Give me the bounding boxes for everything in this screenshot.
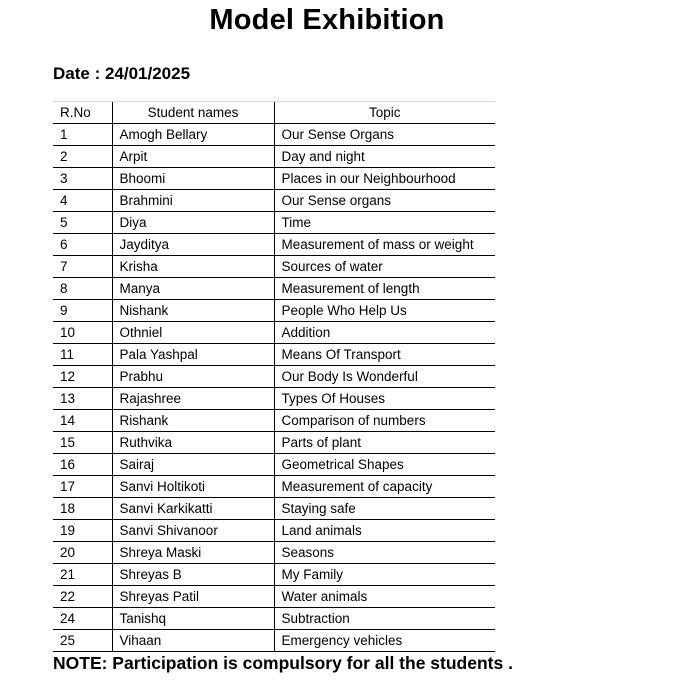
table-header-row — [53, 102, 495, 124]
table-row — [53, 498, 495, 520]
table-row — [53, 366, 495, 388]
student-name-cell: Sanvi Holtikoti — [112, 476, 274, 498]
topic-cell: Day and night — [274, 146, 495, 168]
topic-cell: People Who Help Us — [274, 300, 495, 322]
roll-number-cell: 3 — [53, 168, 112, 190]
table-row — [53, 410, 495, 432]
roll-number-cell: 17 — [53, 476, 112, 498]
table-row — [53, 146, 495, 168]
student-name-cell: Sanvi Karkikatti — [112, 498, 274, 520]
student-name-cell: Rajashree — [112, 388, 274, 410]
topic-cell: Types Of Houses — [274, 388, 495, 410]
student-name-cell: Brahmini — [112, 190, 274, 212]
topic-cell: Places in our Neighbourhood — [274, 168, 495, 190]
student-name-cell: Amogh Bellary — [112, 124, 274, 146]
topic-cell: Our Sense Organs — [274, 124, 495, 146]
table-row — [53, 234, 495, 256]
student-name-cell: Arpit — [112, 146, 274, 168]
roll-number-cell: 12 — [53, 366, 112, 388]
student-name-cell: Sanvi Shivanoor — [112, 520, 274, 542]
topic-cell: Our Sense organs — [274, 190, 495, 212]
roll-number-cell: 10 — [53, 322, 112, 344]
header-topic: Topic — [274, 102, 495, 124]
exhibition-date: Date : 24/01/2025 — [53, 64, 191, 83]
roll-number-cell: 15 — [53, 432, 112, 454]
student-name-cell: Shreya Maski — [112, 542, 274, 564]
topic-cell: Measurement of capacity — [274, 476, 495, 498]
topic-cell: Measurement of length — [274, 278, 495, 300]
roll-number-cell: 19 — [53, 520, 112, 542]
student-name-cell: Shreyas B — [112, 564, 274, 586]
student-name-cell: Prabhu — [112, 366, 274, 388]
student-name-cell: Sairaj — [112, 454, 274, 476]
roll-number-cell: 8 — [53, 278, 112, 300]
header-roll-number: R.No — [53, 102, 112, 124]
page-title: Model Exhibition — [209, 4, 445, 36]
roll-number-cell: 24 — [53, 608, 112, 630]
topic-cell: Land animals — [274, 520, 495, 542]
table-row — [53, 564, 495, 586]
table-row — [53, 630, 495, 652]
roll-number-cell: 25 — [53, 630, 112, 652]
table-body — [53, 124, 495, 652]
table-row — [53, 322, 495, 344]
student-name-cell: Vihaan — [112, 630, 274, 652]
student-name-cell: Rishank — [112, 410, 274, 432]
student-name-cell: Diya — [112, 212, 274, 234]
table-row — [53, 168, 495, 190]
table-row — [53, 454, 495, 476]
roll-number-cell: 21 — [53, 564, 112, 586]
roll-number-cell: 20 — [53, 542, 112, 564]
table-row — [53, 212, 495, 234]
topic-cell: Measurement of mass or weight — [274, 234, 495, 256]
table-row — [53, 300, 495, 322]
roll-number-cell: 22 — [53, 586, 112, 608]
table-row — [53, 586, 495, 608]
roll-number-cell: 5 — [53, 212, 112, 234]
roll-number-cell: 7 — [53, 256, 112, 278]
student-name-cell: Bhoomi — [112, 168, 274, 190]
table-row — [53, 124, 495, 146]
topic-cell: Geometrical Shapes — [274, 454, 495, 476]
table-row — [53, 344, 495, 366]
table-row — [53, 432, 495, 454]
student-name-cell: Pala Yashpal — [112, 344, 274, 366]
student-topic-table — [53, 101, 495, 652]
roll-number-cell: 11 — [53, 344, 112, 366]
topic-cell: Water animals — [274, 586, 495, 608]
student-name-cell: Ruthvika — [112, 432, 274, 454]
table-row — [53, 542, 495, 564]
roll-number-cell: 6 — [53, 234, 112, 256]
topic-cell: Seasons — [274, 542, 495, 564]
roll-number-cell: 18 — [53, 498, 112, 520]
table-row — [53, 608, 495, 630]
student-name-cell: Shreyas Patil — [112, 586, 274, 608]
table-row — [53, 190, 495, 212]
roll-number-cell: 4 — [53, 190, 112, 212]
roll-number-cell: 13 — [53, 388, 112, 410]
topic-cell: Addition — [274, 322, 495, 344]
roll-number-cell: 2 — [53, 146, 112, 168]
participation-note: NOTE: Participation is compulsory for all the students . — [53, 653, 513, 673]
table-row — [53, 388, 495, 410]
student-name-cell: Othniel — [112, 322, 274, 344]
roll-number-cell: 9 — [53, 300, 112, 322]
student-name-cell: Tanishq — [112, 608, 274, 630]
topic-cell: Parts of plant — [274, 432, 495, 454]
roll-number-cell: 1 — [53, 124, 112, 146]
student-name-cell: Krisha — [112, 256, 274, 278]
topic-cell: Comparison of numbers — [274, 410, 495, 432]
topic-cell: Time — [274, 212, 495, 234]
topic-cell: Staying safe — [274, 498, 495, 520]
topic-cell: Our Body Is Wonderful — [274, 366, 495, 388]
table-row — [53, 476, 495, 498]
student-name-cell: Nishank — [112, 300, 274, 322]
student-name-cell: Jayditya — [112, 234, 274, 256]
roll-number-cell: 14 — [53, 410, 112, 432]
student-name-cell: Manya — [112, 278, 274, 300]
topic-cell: My Family — [274, 564, 495, 586]
header-student-names: Student names — [112, 102, 274, 124]
topic-cell: Means Of Transport — [274, 344, 495, 366]
roll-number-cell: 16 — [53, 454, 112, 476]
topic-cell: Emergency vehicles — [274, 630, 495, 652]
topic-cell: Sources of water — [274, 256, 495, 278]
table-row — [53, 256, 495, 278]
topic-cell: Subtraction — [274, 608, 495, 630]
table-row — [53, 278, 495, 300]
table-row — [53, 520, 495, 542]
